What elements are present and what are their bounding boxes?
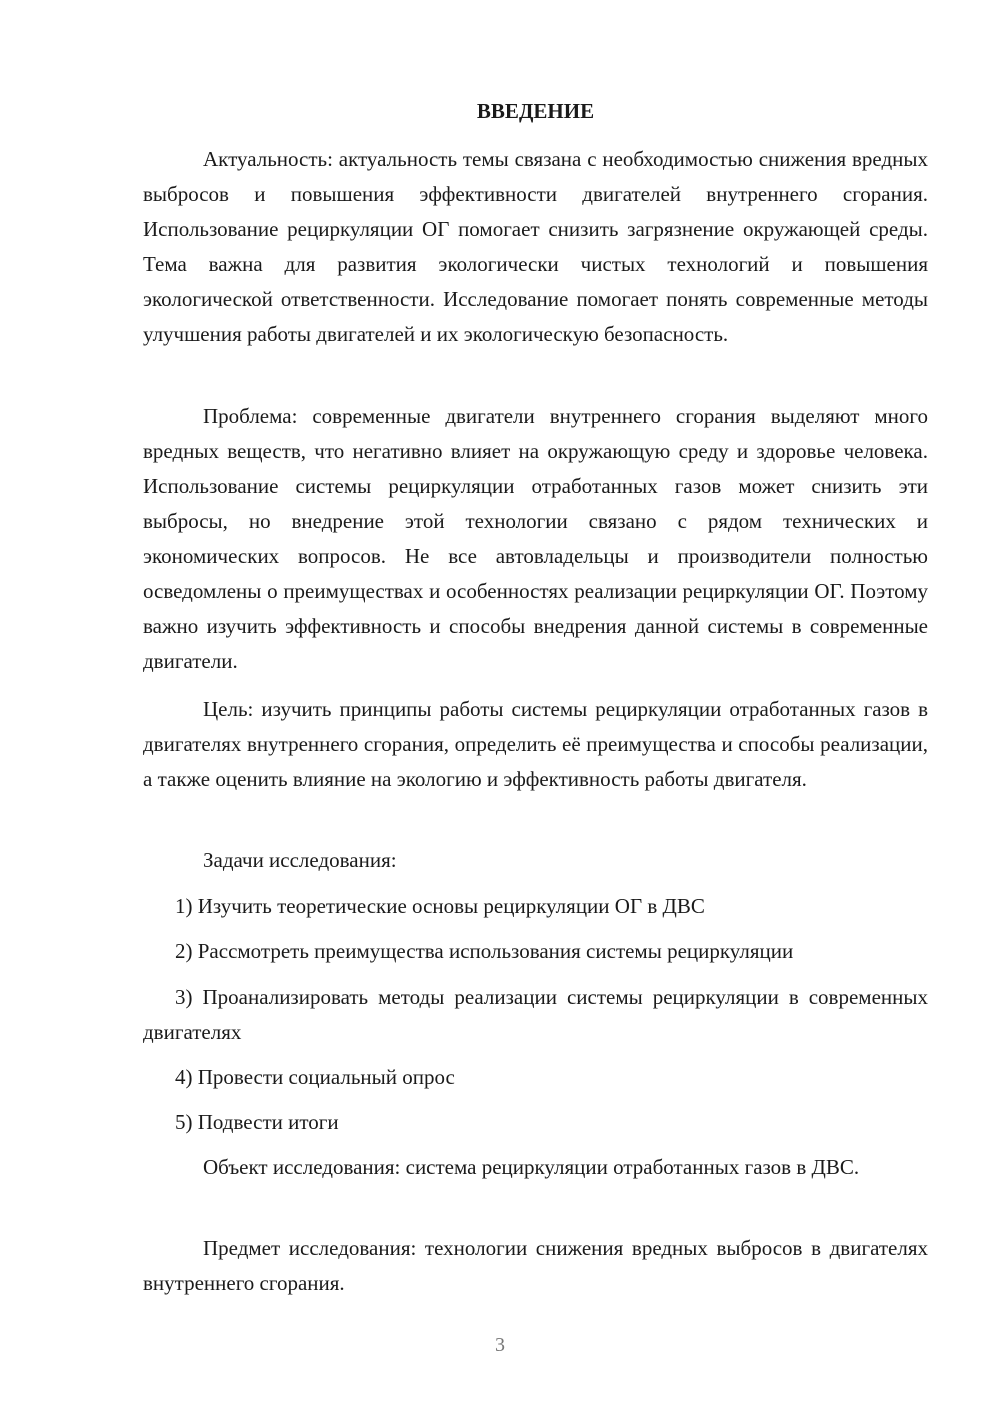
paragraph-relevance: Актуальность: актуальность темы связана с необходимостью снижения вредных выбросов и повышения эффективности двигателей внутреннего сгорания. Использование рециркуляции ОГ помогает снизить загрязнение окружающей среды. Тема важна для развития экологически чистых технологий и повышения экологической ответственности. Исследование помогает понять современные методы улучшения работы двигателей и их экологическую безопасность. (143, 147, 928, 346)
paragraph-problem: Проблема: современные двигатели внутреннего сгорания выделяют много вредных веществ, что негативно влияет на окружающую среду и здоровье человека. Использование системы рециркуляции отработанных газов может снизить эти выбросы, но внедрение этой технологии связано с рядом технических и экономических вопросов. Не все автовладельцы и производители полностью осведомлены о преимуществах и особенностях реализации рециркуляции ОГ. Поэтому важно изучить эффективность и способы внедрения данной системы в современные двигатели. (143, 404, 928, 673)
task-item-2: 2) Рассмотреть преимущества использования системы рециркуляции (175, 939, 794, 963)
task-item-1: 1) Изучить теоретические основы рециркуляции ОГ в ДВС (175, 894, 705, 918)
tasks-heading: Задачи исследования: (203, 848, 397, 872)
task-item-3: 3) Проанализировать методы реализации системы рециркуляции в современных двигателях (143, 985, 928, 1044)
page-number: 3 (495, 1334, 505, 1356)
task-item-5: 5) Подвести итоги (175, 1110, 339, 1134)
section-heading: ВВЕДЕНИЕ (476, 99, 595, 123)
paragraph-goal: Цель: изучить принципы работы системы рециркуляции отработанных газов в двигателях внутреннего сгорания, определить её преимущества и способы реализации, а также оценить влияние на экологию и эффективность работы двигателя. (143, 697, 928, 791)
paragraph-subject: Предмет исследования: технологии снижения вредных выбросов в двигателях внутреннего сгорания. (143, 1236, 928, 1295)
task-item-4: 4) Провести социальный опрос (175, 1065, 455, 1089)
paragraph-object: Объект исследования: система рециркуляции отработанных газов в ДВС. (203, 1155, 860, 1179)
